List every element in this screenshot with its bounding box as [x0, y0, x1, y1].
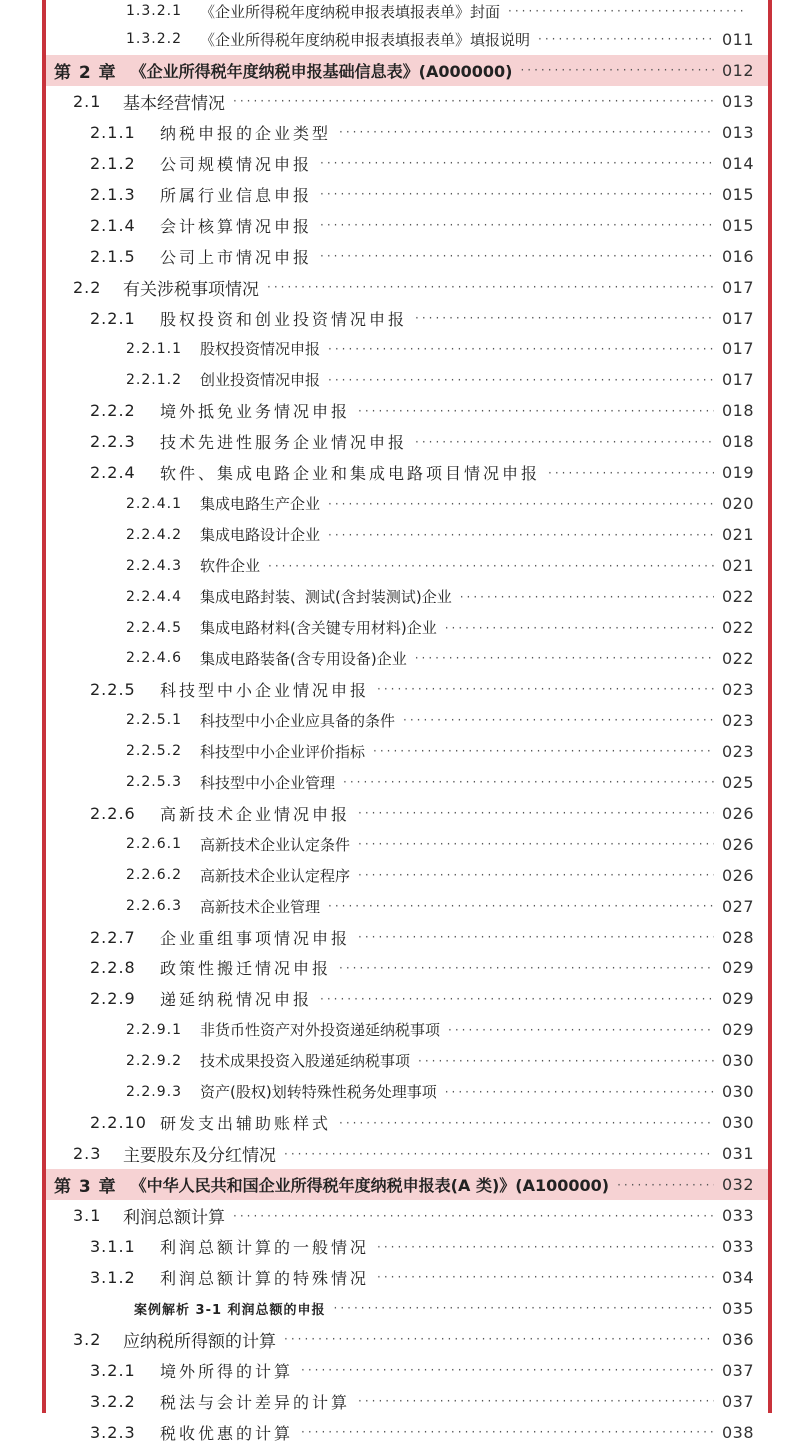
toc-entry-number: 2.2.5.3 [126, 774, 182, 791]
toc-chapter-row [46, 55, 768, 86]
toc-page-number: 032 [721, 1175, 754, 1195]
toc-entry-title: 利润总额计算的特殊情况 [160, 1268, 370, 1288]
toc-page-number: 025 [721, 772, 754, 792]
toc-entry-title: 创业投资情况申报 [200, 371, 321, 390]
toc-page-number: 031 [721, 1144, 754, 1164]
toc-entry-title: 《中华人民共和国企业所得税年度纳税申报表(A 类)》(A100000) [130, 1176, 610, 1196]
toc-page-number: 036 [721, 1329, 754, 1349]
toc-entry-number: 2.1.3 [90, 184, 136, 204]
toc-entry-number: 2.2.9.1 [126, 1021, 182, 1038]
toc-entry-title: 科技型中小企业管理 [200, 773, 336, 792]
toc-page-number: 018 [721, 401, 754, 421]
toc-entry-title: 技术先进性服务企业情况申报 [160, 433, 408, 453]
toc-entry-title: 资产(股权)划转特殊性税务处理事项 [200, 1083, 437, 1102]
toc-entry-title: 会计核算情况申报 [160, 216, 313, 236]
toc-entry [46, 1417, 768, 1448]
toc-entry [46, 643, 768, 674]
toc-leader-dots [445, 1085, 714, 1099]
toc-leader-dots [377, 682, 714, 696]
toc-leader-dots [301, 1425, 714, 1439]
toc-entry [46, 1293, 768, 1324]
toc-entry-title: 软件、集成电路企业和集成电路项目情况申报 [160, 464, 541, 484]
toc-leader-dots [328, 899, 714, 913]
toc-page-number: 023 [721, 679, 754, 699]
toc-entry-title: 集成电路封装、测试(含封装测试)企业 [200, 588, 452, 607]
toc-entry-number: 3.2.2 [90, 1391, 136, 1411]
toc-entry-number: 2.1.2 [90, 153, 136, 173]
toc-page-number: 017 [721, 339, 754, 359]
toc-page-number: 011 [721, 29, 754, 49]
toc-page-number: 018 [721, 432, 754, 452]
toc-page-number: 027 [721, 896, 754, 916]
toc-entry-number: 2.2.9.2 [126, 1052, 182, 1069]
toc-leader-dots [377, 1240, 714, 1254]
toc-entry-number: 第 2 章 [54, 62, 117, 83]
toc-entry [46, 1138, 768, 1169]
toc-page-number: 033 [721, 1237, 754, 1256]
toc-entry-title: 技术成果投资入股递延纳税事项 [200, 1052, 411, 1071]
toc-entry-title: 科技型中小企业情况申报 [160, 680, 370, 700]
toc-leader-dots [328, 342, 714, 356]
toc-leader-dots [415, 311, 714, 325]
toc-entry-title: 高新技术企业情况申报 [160, 804, 351, 824]
toc-page-number: 013 [721, 122, 754, 142]
toc-page-number: 012 [721, 60, 754, 80]
toc-entry-title: 科技型中小企业应具备的条件 [200, 711, 396, 730]
toc-entry-number: 2.2.4.3 [126, 557, 182, 574]
toc-entry-title: 非货币性资产对外投资递延纳税事项 [200, 1021, 441, 1040]
toc-entry [46, 1231, 768, 1262]
toc-entry-number: 2.2.6 [90, 803, 136, 823]
toc-page-number: 038 [721, 1422, 754, 1442]
toc-page-number: 022 [721, 587, 754, 607]
toc-leader-dots [301, 1363, 714, 1377]
toc-entry-title: 公司上市情况申报 [160, 247, 313, 267]
toc-entry [46, 736, 768, 767]
toc-page-number: 019 [721, 463, 754, 483]
toc-leader-dots [448, 1023, 714, 1037]
toc-entry-number: 2.2.1.1 [126, 340, 182, 357]
toc-leader-dots [415, 435, 714, 449]
toc-entry [46, 148, 768, 179]
toc-entry [46, 612, 768, 643]
toc-leader-dots [233, 1209, 714, 1223]
toc-entry-title: 集成电路装备(含专用设备)企业 [200, 649, 407, 668]
toc-entry-number: 2.2.6.2 [126, 867, 182, 884]
toc-entry-number: 1.3.2.1 [126, 3, 182, 19]
toc-entry-number: 2.2.10 [90, 1113, 147, 1133]
toc-entry-number: 2.1.4 [90, 215, 136, 235]
toc-entry-title: 股权投资和创业投资情况申报 [160, 309, 408, 329]
toc-entry [46, 117, 768, 148]
toc-leader-dots [358, 868, 714, 882]
toc-entry [46, 952, 768, 983]
toc-entry-number: 2.2.2 [90, 401, 136, 421]
toc-entry [46, 1200, 768, 1231]
toc-leader-dots [460, 590, 714, 604]
toc-leader-dots [284, 1332, 714, 1346]
toc-entry [46, 922, 768, 953]
toc-entry-number: 2.2.4.2 [126, 526, 182, 543]
toc-entry-title: 研发支出辅助账样式 [160, 1114, 332, 1134]
toc-entry [46, 1324, 768, 1355]
toc-page-number: 015 [721, 215, 754, 235]
toc-entry-title: 税收优惠的计算 [160, 1423, 294, 1443]
toc-entry-title: 高新技术企业认定程序 [200, 866, 351, 885]
toc-page-number: 037 [721, 1391, 754, 1411]
toc-leader-dots [358, 837, 714, 851]
toc-leader-dots [320, 156, 714, 170]
toc-page-number: 022 [721, 618, 754, 637]
toc-entry [46, 891, 768, 922]
toc-entry [46, 1014, 768, 1045]
toc-chapter-row [46, 1169, 768, 1200]
toc-page-number: 026 [721, 803, 754, 823]
toc-page-number: 017 [721, 370, 754, 390]
toc-leader-dots [548, 466, 714, 480]
toc-page-number: 037 [721, 1360, 754, 1380]
toc-entry-title: 股权投资情况申报 [200, 340, 321, 359]
toc-entry-title: 高新技术企业管理 [200, 897, 321, 916]
toc-page-number: 026 [721, 834, 754, 854]
toc-entry [46, 364, 768, 395]
toc-entry-title: 政策性搬迁情况申报 [160, 959, 332, 979]
toc-entry [46, 333, 768, 364]
toc-page-number: 014 [721, 153, 754, 173]
toc-leader-dots [415, 651, 714, 665]
toc-leader-dots [418, 1054, 714, 1068]
toc-entry-number: 3.2.1 [90, 1360, 136, 1380]
toc-entry-title: 境外所得的计算 [160, 1361, 294, 1381]
toc-entry-number: 2.2.1.2 [126, 371, 182, 388]
toc-entry-title: 利润总额计算的一般情况 [160, 1238, 370, 1257]
toc-entry-number: 2.2.4.6 [126, 650, 182, 667]
toc-entry-title: 主要股东及分红情况 [123, 1146, 276, 1167]
toc-entry [46, 1355, 768, 1386]
toc-entry [46, 303, 768, 334]
toc-page-number: 026 [721, 865, 754, 885]
toc-entry-title: 税法与会计差异的计算 [160, 1392, 351, 1412]
toc-entry [46, 581, 768, 612]
toc-entry-title: 有关涉税事项情况 [123, 279, 259, 300]
toc-leader-dots [358, 806, 714, 820]
toc-leader-dots [358, 404, 714, 418]
toc-leader-dots [538, 32, 714, 46]
toc-entry [46, 0, 768, 22]
toc-entry [46, 767, 768, 798]
toc-entry [46, 1045, 768, 1076]
toc-page-number: 030 [721, 1051, 754, 1071]
toc-entry-number: 2.2.4.4 [126, 588, 182, 605]
toc-entry-number: 2.2.3 [90, 432, 136, 452]
toc-leader-dots [403, 713, 714, 727]
toc-entry [46, 86, 768, 117]
toc-entry-title: 利润总额计算 [123, 1208, 225, 1229]
toc-entry-number: 第 3 章 [54, 1177, 117, 1198]
toc-leader-dots [520, 63, 713, 77]
toc-entry-title: 纳税申报的企业类型 [160, 123, 332, 143]
right-red-rule [768, 0, 772, 1413]
toc-entry [46, 272, 768, 303]
toc-entry-number: 2.2.6.3 [126, 898, 182, 915]
toc-entry-title: 递延纳税情况申报 [160, 990, 313, 1010]
toc-leader-dots [328, 373, 714, 387]
toc-entry-number: 2.2 [73, 277, 102, 297]
toc-leader-dots [284, 1147, 714, 1161]
toc-entry-number: 2.1 [73, 91, 102, 111]
toc-leader-dots [328, 497, 714, 511]
toc-leader-dots [358, 930, 714, 944]
toc-page-number: 021 [721, 556, 754, 576]
toc-entry [46, 705, 768, 736]
toc-entry-number: 2.2.8 [90, 958, 136, 978]
toc-leader-dots [320, 187, 714, 201]
toc-page-number: 015 [721, 184, 754, 204]
toc-leader-dots [334, 1301, 714, 1315]
toc-page-number: 029 [721, 1020, 754, 1040]
toc-entry [46, 674, 768, 705]
toc-page-number: 029 [721, 989, 754, 1009]
toc-entry-number: 2.1.5 [90, 246, 136, 266]
toc-entry-title: 高新技术企业认定条件 [200, 835, 351, 854]
toc-page-number: 030 [721, 1082, 754, 1102]
toc-entry-number: 3.1.1 [90, 1237, 136, 1256]
toc-leader-dots [445, 621, 714, 635]
toc-entry [46, 798, 768, 829]
toc-leader-dots [339, 1116, 714, 1130]
toc-entry-title: 集成电路材料(含关键专用材料)企业 [200, 619, 437, 637]
toc-entry-number: 1.3.2.2 [126, 31, 182, 48]
toc-entry [46, 210, 768, 241]
toc-entry [46, 1076, 768, 1107]
toc-entry-number: 2.2.5.1 [126, 712, 182, 729]
toc-page-number: 029 [721, 958, 754, 978]
toc-leader-dots [233, 94, 714, 108]
toc-entry-number: 3.1 [73, 1206, 102, 1226]
toc-entry-title: 软件企业 [200, 557, 261, 576]
toc-entry-number: 2.2.9 [90, 989, 136, 1009]
toc-leader-dots [343, 775, 714, 789]
toc-leader-dots [267, 280, 714, 294]
toc-page-number: 017 [721, 277, 754, 297]
toc-entry-title: 基本经营情况 [123, 93, 225, 114]
toc-page-number: 020 [721, 494, 754, 514]
toc-page-number: 035 [721, 1298, 754, 1318]
toc-page-number: 017 [721, 308, 754, 328]
toc-entry [46, 860, 768, 891]
toc-entry-number: 2.2.5.2 [126, 743, 182, 760]
toc-entry [46, 1107, 768, 1138]
toc-entry-number: 2.2.4 [90, 463, 136, 483]
toc-entry-number: 2.2.9.3 [126, 1083, 182, 1100]
toc-entry-title: 集成电路设计企业 [200, 526, 321, 545]
toc-entry [46, 519, 768, 550]
toc-entry [46, 829, 768, 860]
toc-entry [46, 1262, 768, 1293]
toc-page-number: 033 [721, 1206, 754, 1226]
toc-leader-dots [358, 1394, 714, 1408]
toc-leader-dots [617, 1178, 714, 1192]
toc-entry-title: 《企业所得税年度纳税申报基础信息表》(A000000) [130, 61, 513, 81]
toc-page-number: 021 [721, 525, 754, 545]
toc-entry [46, 457, 768, 488]
toc-leader-dots [377, 1270, 714, 1284]
toc-entry [46, 24, 768, 55]
toc-leader-dots [320, 992, 714, 1006]
toc-entry-number: 3.1.2 [90, 1267, 136, 1287]
toc-leader-dots [320, 218, 714, 232]
toc-leader-dots [508, 4, 746, 18]
toc-page-number: 023 [721, 710, 754, 730]
toc-entry-title: 《企业所得税年度纳税申报表填报表单》封面 [200, 2, 501, 21]
toc-page-number: 022 [721, 648, 754, 668]
toc-entry [46, 983, 768, 1014]
toc-entry [46, 488, 768, 519]
toc-entry-number: 2.1.1 [90, 122, 136, 142]
toc-entry [46, 426, 768, 457]
toc-entry-number: 2.2.4.1 [126, 495, 182, 512]
toc-entry-title: 应纳税所得额的计算 [123, 1331, 276, 1352]
toc-entry [46, 241, 768, 272]
toc-entry-number: 2.3 [73, 1144, 102, 1164]
toc-leader-dots [320, 249, 714, 263]
toc-entry-title: 企业重组事项情况申报 [160, 928, 351, 948]
toc-entry-number: 2.2.4.5 [126, 619, 182, 636]
toc-entry [46, 179, 768, 210]
toc-page-number: 023 [721, 741, 754, 761]
toc-entry-number: 3.2 [73, 1329, 102, 1349]
toc-page-number: 030 [721, 1113, 754, 1133]
toc-entry [46, 550, 768, 581]
toc-entry-number: 2.2.5 [90, 679, 136, 699]
toc-page-number: 028 [721, 927, 754, 947]
toc-page-number: 034 [721, 1267, 754, 1287]
toc-leader-dots [373, 744, 714, 758]
toc-leader-dots [339, 961, 714, 975]
toc-entry-title: 科技型中小企业评价指标 [200, 742, 366, 761]
toc-entry-number: 2.2.6.1 [126, 836, 182, 853]
toc-entry-title: 境外抵免业务情况申报 [160, 402, 351, 422]
toc-entry-number: 2.2.7 [90, 927, 136, 947]
toc-entry-title: 案例解析 3-1 利润总额的申报 [134, 1302, 326, 1318]
toc-entry-title: 集成电路生产企业 [200, 495, 321, 514]
toc-entry-title: 《企业所得税年度纳税申报表填报表单》填报说明 [200, 30, 531, 49]
toc-entry [46, 395, 768, 426]
toc-entry-number: 3.2.3 [90, 1422, 136, 1442]
toc-entry-title: 公司规模情况申报 [160, 154, 313, 174]
toc-page-number: 013 [721, 91, 754, 111]
toc-leader-dots [339, 125, 714, 139]
toc-entry-title: 所属行业信息申报 [160, 185, 313, 205]
toc-page-number: 016 [721, 246, 754, 266]
toc-leader-dots [268, 559, 714, 573]
toc-entry-number: 2.2.1 [90, 308, 136, 328]
toc-leader-dots [328, 528, 714, 542]
toc-entry [46, 1386, 768, 1417]
